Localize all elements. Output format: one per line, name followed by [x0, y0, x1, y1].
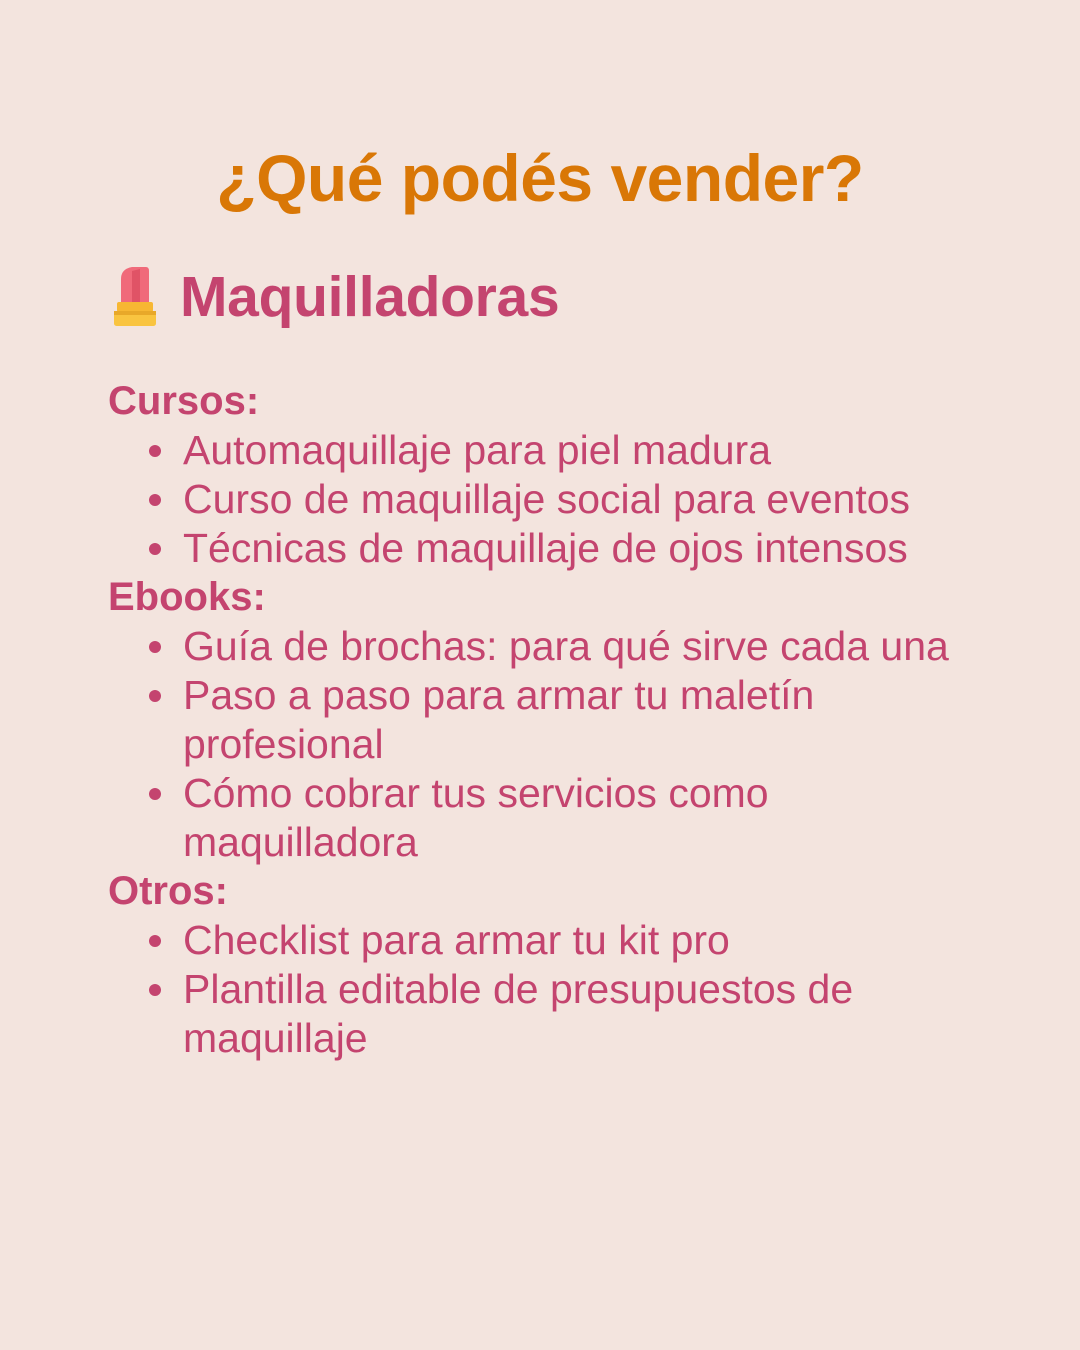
category-cursos: [108, 377, 988, 573]
bullet-icon: [149, 984, 161, 996]
bullet-icon: [149, 445, 161, 457]
bullet-icon: [149, 690, 161, 702]
section-title: Maquilladoras: [180, 265, 560, 329]
bullet-icon: [149, 788, 161, 800]
list-item: Paso a paso para armar tu maletín profesional: [108, 671, 988, 769]
category-ebooks: [108, 573, 988, 867]
category-otros: [108, 867, 988, 1063]
list-item: Automaquillaje para piel madura: [108, 426, 988, 475]
bullet-icon: [149, 641, 161, 653]
section-header: [110, 262, 559, 332]
category-label: Cursos:: [108, 379, 260, 423]
bullet-icon: [149, 494, 161, 506]
list-item: Plantilla editable de presupuestos de maquillaje: [108, 965, 988, 1063]
content-list: [108, 377, 988, 1063]
category-label: Otros:: [108, 869, 228, 913]
item-list: [108, 622, 988, 867]
bullet-icon: [149, 935, 161, 947]
bullet-icon: [149, 543, 161, 555]
item-list: [108, 426, 988, 573]
list-item: Técnicas de maquillaje de ojos intensos: [108, 524, 988, 573]
list-item: Cómo cobrar tus servicios como maquilladora: [108, 769, 988, 867]
list-item: Guía de brochas: para qué sirve cada una: [108, 622, 988, 671]
list-item: Curso de maquillaje social para eventos: [108, 475, 988, 524]
category-label: Ebooks:: [108, 575, 266, 619]
lipstick-icon: [110, 265, 160, 329]
item-list: [108, 916, 988, 1063]
page-title: ¿Qué podés vender?: [216, 141, 864, 215]
list-item: Checklist para armar tu kit pro: [108, 916, 988, 965]
